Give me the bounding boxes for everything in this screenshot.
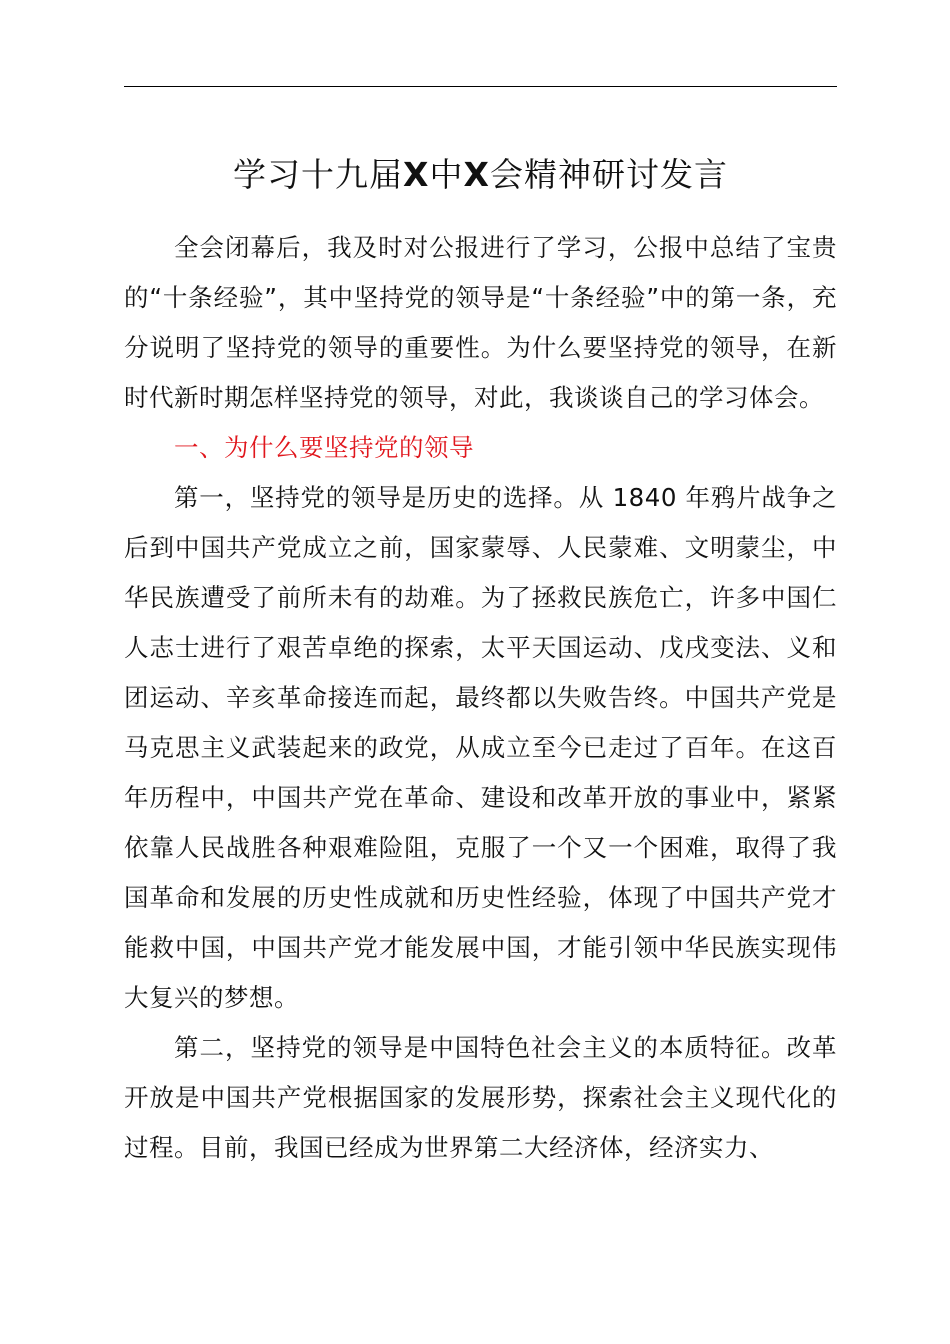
title-placeholder-x-1: X — [403, 155, 430, 194]
page-title — [124, 148, 837, 202]
header-rule — [124, 86, 837, 87]
title-part-2: 中 — [429, 155, 464, 194]
section-heading-1: 一、为什么要坚持党的领导 — [174, 433, 474, 462]
document-body — [124, 223, 837, 1173]
paragraph-first-point: 第一，坚持党的领导是历史的选择。从 1840 年鸦片战争之后到中国共产党成立之前，国家蒙辱、人民蒙难、文明蒙尘，中华民族遭受了前所未有的劫难。为了拯救民族危亡，许多中国仁人志士进行了艰苦卓绝的探索，太平天国运动、戊戌变法、义和团运动、辛亥革命接连而起，最终都以失败告终。中国共产党是马克思主义武装起来的政党，从成立至今已走过了百年。在这百年历程中，中国共产党在革命、建设和改革开放的事业中，紧紧依靠人民战胜各种艰难险阻，克服了一个又一个困难，取得了我国革命和发展的历史性成就和历史性经验，体现了中国共产党才能救中国，中国共产党才能发展中国，才能引领中华民族实现伟大复兴的梦想。 — [124, 483, 837, 1012]
intro-paragraph: 全会闭幕后，我及时对公报进行了学习，公报中总结了宝贵的“十条经验”，其中坚持党的领导是“十条经验”中的第一条，充分说明了坚持党的领导的重要性。为什么要坚持党的领导，在新时代新时期怎样坚持党的领导，对此，我谈谈自己的学习体会。 — [124, 233, 837, 412]
title-part-1: 学习十九届 — [233, 155, 404, 194]
title-part-3: 会精神研讨发言 — [489, 155, 728, 194]
paragraph-second-point: 第二，坚持党的领导是中国特色社会主义的本质特征。改革开放是中国共产党根据国家的发展形势，探索社会主义现代化的过程。目前，我国已经成为世界第二大经济体，经济实力、 — [124, 1033, 837, 1162]
title-placeholder-x-2: X — [463, 155, 490, 194]
